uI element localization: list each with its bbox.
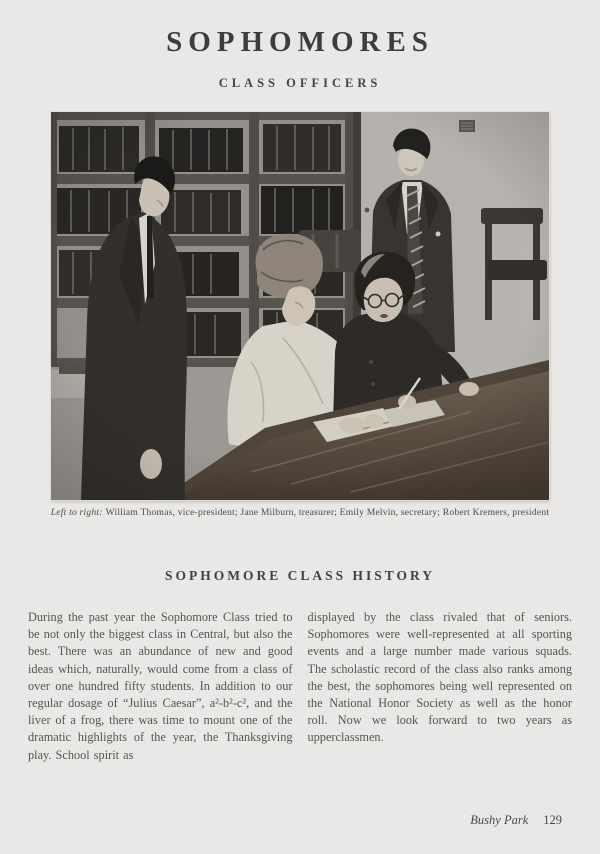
section-heading: SOPHOMORE CLASS HISTORY xyxy=(164,568,436,583)
history-column-right: displayed by the class rivaled that of seniors. Sophomores were well-represented at all sporting events and a large number made various squads. The scholastic record of the class also ranks among the best, the sophomores being well represented on the National Honor Society as well as the honor roll. Now we look forward to two years as upperclassmen. xyxy=(307,610,572,745)
page-number: 129 xyxy=(543,813,562,827)
history-columns xyxy=(28,609,572,764)
photo-caption xyxy=(30,507,570,518)
photo-image xyxy=(51,112,549,500)
page-subtitle: CLASS OFFICERS xyxy=(218,76,382,90)
photo-caption-text: William Thomas, vice-president; Jane Milburn, treasurer; Emily Melvin, secretary; Robert Kremers, president xyxy=(105,507,550,518)
page-title: SOPHOMORES xyxy=(166,26,434,58)
page-footer xyxy=(470,813,562,828)
photo-vignette xyxy=(51,112,549,500)
photo-frame xyxy=(51,112,549,500)
photo-caption-lead: Left to right: xyxy=(50,507,103,518)
footer-school-name: Bushy Park xyxy=(470,813,529,827)
history-column-left: During the past year the Sophomore Class tried to be not only the biggest class in Central, but also the best. There was an abundance of new and good ideas which, naturally, would come from a class of over one hundred fifty students. In addition to our regular dosage of “Julius Caesar”, a²-b²-c², and the liver of a frog, there was time to mount one of the dramatic highlights of the year, the Thanksgiving play. School spirit as xyxy=(28,610,293,762)
class-officers-photo xyxy=(51,112,549,518)
